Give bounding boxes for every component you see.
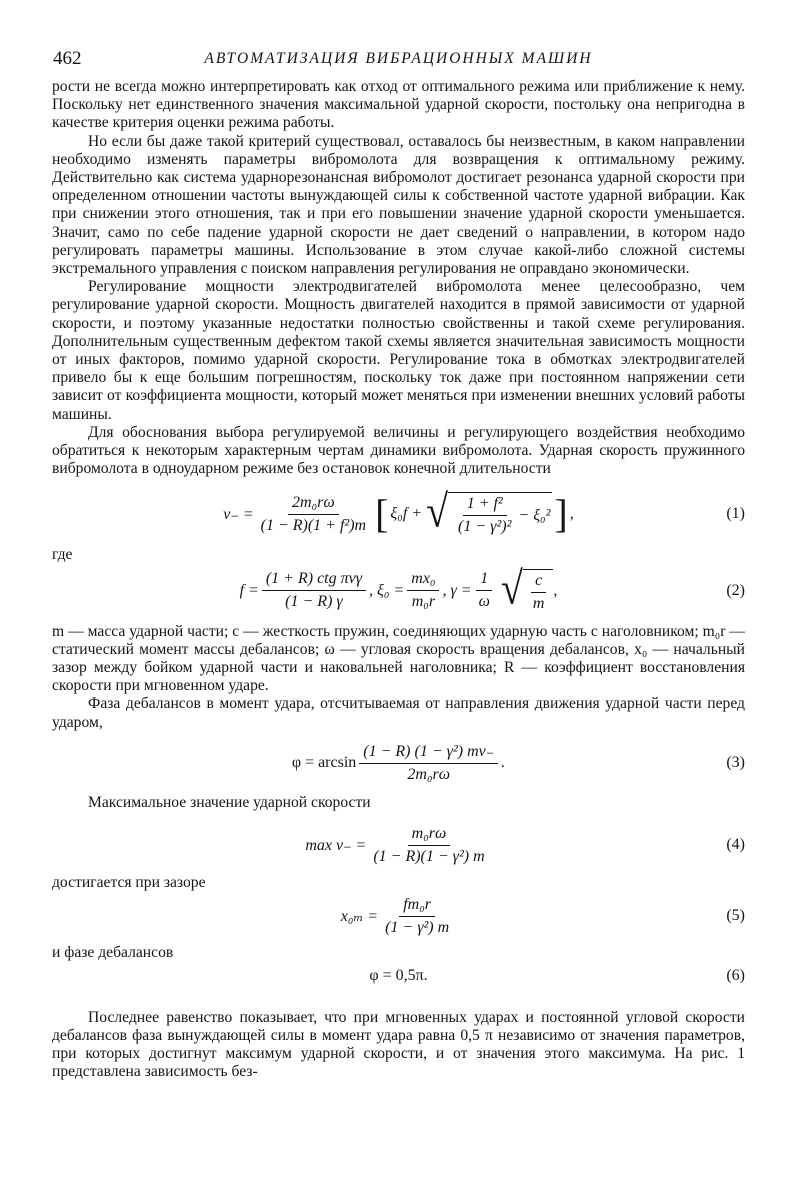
eq2-tail: , xyxy=(553,581,558,599)
eq4-numerator: m₀rω xyxy=(408,825,451,846)
eq1-tail: , xyxy=(569,505,574,523)
eq5-denominator: (1 − γ²) m xyxy=(385,918,450,936)
eq5-numerator: fm₀r xyxy=(399,896,435,917)
eq5-lhs: x₀ₘ = xyxy=(340,908,379,926)
paragraph: Последнее равенство показывает, что при мгновенных ударах и постоянной угловой скорости дебалансов фаза вынуждающей силы в момент удара равна 0,5 π независимо от значения параметров, при которых достигнут максимум ударной скорости, и от значения этого максимума. На рис. 1 представлена зависимость без- xyxy=(52,1008,745,1081)
eq4-fraction xyxy=(369,825,488,866)
eq2-fraction-xi xyxy=(407,570,439,611)
eq6-expression: φ = 0,5π. xyxy=(369,966,428,984)
eq1-radicand-tail: − ξ₀² xyxy=(518,506,551,524)
eq5-fraction xyxy=(381,896,453,937)
paragraph: Для обоснования выбора регулируемой величины и регулирующего воздействия необходимо обратиться к некоторым характерным чертам динамики вибромолота. Ударная скорость пружинного вибромолота в одноударном режиме без остановок конечной длительности xyxy=(52,423,745,478)
eq3-numerator: (1 − R) (1 − γ²) mv₋ xyxy=(359,741,498,764)
paragraph: m — масса ударной части; c — жесткость пружин, соединяющих ударную часть с наголовником; m₀r — статический момент массы дебалансов; ω — угловая скорость вращения дебалансов, x₀ — начальный зазор между бойком ударной части и наковальней наголовника; R — коэффициент восстановления скорости при мгновенном ударе. xyxy=(52,622,745,695)
equation-number: (6) xyxy=(726,966,745,984)
eq2-xi-lhs: , ξ₀ = xyxy=(369,581,405,599)
eq2-xi-denominator: m₀r xyxy=(411,593,436,611)
eq1-radicand-numerator: 1 + f² xyxy=(463,495,507,516)
eq2-radicand-denominator: m xyxy=(532,594,545,612)
eq1-denominator: (1 − R)(1 + f²)m xyxy=(260,516,367,534)
eq2-radicand-numerator: c xyxy=(531,572,546,593)
equation-4 xyxy=(52,820,745,870)
paragraph: рости не всегда можно интерпретировать как отход от оптимального режима или приближение к нему. Поскольку нет единственного значения максимальной ударной скорости, постольку она непригодна в качестве критерия оценки режима работы. xyxy=(52,78,745,132)
equation-2 xyxy=(52,561,745,617)
eq2-fraction-gamma xyxy=(475,570,494,611)
eq2-lhs: f = xyxy=(239,581,259,599)
eq1-term: ξ₀f + xyxy=(390,505,423,523)
paragraph: Фаза дебалансов в момент удара, отсчитываемая от направления движения ударной части перед ударом, xyxy=(52,695,745,731)
equation-5 xyxy=(52,892,745,940)
eq3-fraction xyxy=(359,741,498,784)
eq2-f-denominator: (1 − R) γ xyxy=(285,593,343,611)
equation-number: (2) xyxy=(726,581,745,599)
eq1-radicand xyxy=(448,492,552,536)
eq2-gamma-numerator: 1 xyxy=(476,570,492,591)
left-bracket: [ xyxy=(375,491,389,537)
eq3-lhs: φ = arcsin xyxy=(291,753,357,771)
eq1-numerator: 2m₀rω xyxy=(288,494,339,515)
running-title: АВТОМАТИЗАЦИЯ ВИБРАЦИОННЫХ МАШИН xyxy=(204,50,593,67)
eq2-radicand-fraction xyxy=(529,572,549,613)
eq1-lhs: v₋ = xyxy=(223,506,254,524)
where-label: где xyxy=(52,546,73,564)
page-header xyxy=(52,44,745,78)
equation-number: (4) xyxy=(726,836,745,854)
eq2-f-numerator: (1 + R) ctg πνγ xyxy=(262,570,366,591)
eq4-denominator: (1 − R)(1 − γ²) m xyxy=(373,847,485,865)
eq2-fraction-f xyxy=(262,570,366,611)
paragraph: Регулирование мощности электродвигателей вибромолота менее целесообразно, чем регулирование ударной скорости. Мощность двигателей находится в прямой зависимости от ударной скорости, и поэтому указанные недостатки полностью свойственны и такой схеме регулирования. Дополнительным существенным дефектом такой схемы является значительная зависимость мощности от иных факторов, помимо ударной скорости. Регулирование тока в обмотках электродвигателей привело бы к еще большим погрешностям, поскольку ток даже при постоянном напряжении сети зависит от коэффициента мощности, который может меняться при изменении внешних условий работы машины. xyxy=(52,278,745,423)
eq1-fraction xyxy=(257,494,370,535)
paragraph: Но если бы даже такой критерий существовал, оставалось бы неизвестным, в каком направлении необходимо изменять параметры вибромолота для возвращения к оптимальному режиму. Действительно как система ударнорезонансная вибромолот достигает резонанса ударной скорости при определенном отношении частоты вынуждающей силы к собственной частоте ударной вибрации. Как при снижении этого отношения, так и при его повышении значение ударной скорости уменьшается. Значит, само по себе падение ударной скорости не дает сведений о направлении, в котором надо регулировать параметры машины. Использование в этом случае какой-либо сложной системы экстремального управления с поиском направления регулирования не оправдано экономически. xyxy=(52,132,745,278)
right-bracket: ] xyxy=(554,491,568,537)
equation-1 xyxy=(52,486,745,542)
radical-sign-icon: √ xyxy=(426,485,449,538)
radical-sign-icon: √ xyxy=(500,561,523,614)
equation-number: (3) xyxy=(726,753,745,771)
eq2-gamma-lhs: , γ = xyxy=(442,581,472,599)
equation-6 xyxy=(52,963,745,989)
eq2-radicand xyxy=(523,569,554,613)
eq2-xi-numerator: mx₀ xyxy=(407,570,439,591)
equation-3 xyxy=(52,738,745,788)
eq4-lhs: max v₋ = xyxy=(305,837,367,855)
eq3-tail: . xyxy=(501,753,506,771)
equation-number: (5) xyxy=(726,907,745,925)
eq3-denominator: 2m₀rω xyxy=(407,766,451,784)
eq2-gamma-denominator: ω xyxy=(478,593,490,611)
page-number: 462 xyxy=(53,48,82,69)
paragraph: и фазе дебалансов xyxy=(52,944,174,962)
paragraph: Максимальное значение ударной скорости xyxy=(88,793,371,811)
eq1-radicand-fraction xyxy=(454,495,515,536)
eq1-radical xyxy=(426,485,552,538)
equation-number: (1) xyxy=(726,505,745,523)
paragraph: достигается при зазоре xyxy=(52,874,206,892)
eq1-radicand-denominator: (1 − γ²)² xyxy=(458,518,512,536)
eq2-radical xyxy=(500,561,554,614)
